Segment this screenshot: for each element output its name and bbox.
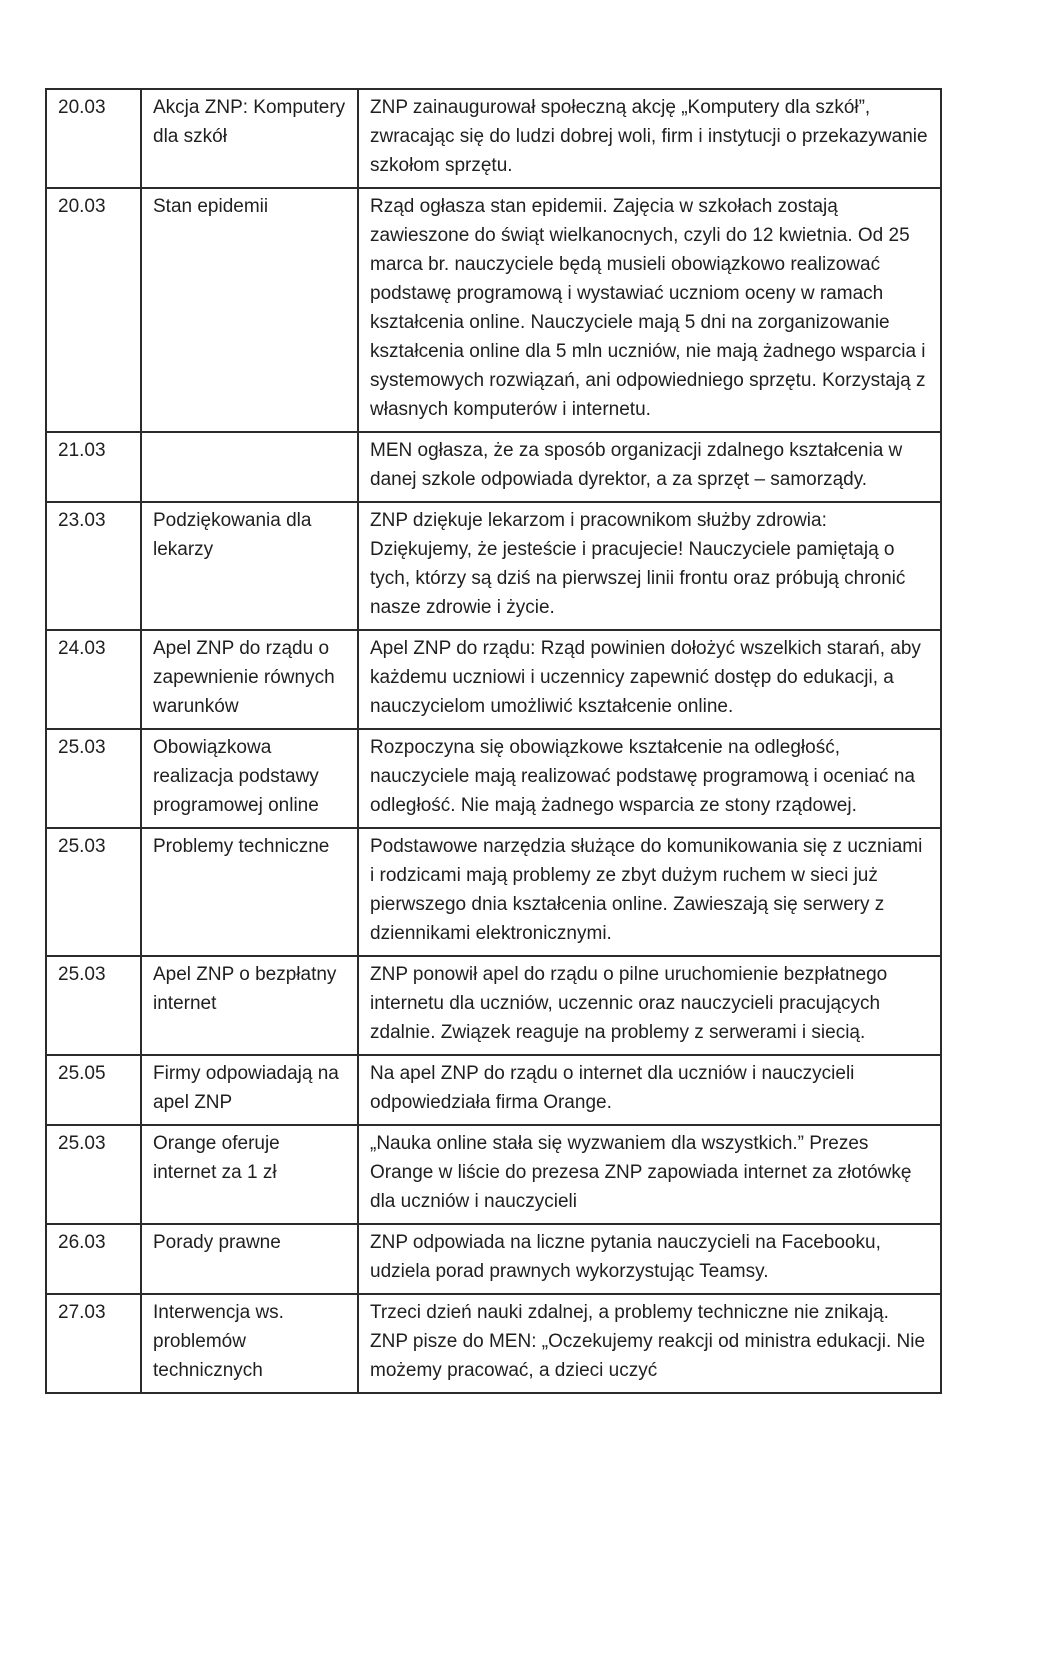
description-cell: Trzeci dzień nauki zdalnej, a problemy techniczne nie znikają. ZNP pisze do MEN: „Oczekujemy reakcji od ministra edukacji. Nie możemy pracować, a dzieci uczyć (358, 1294, 941, 1393)
table-row (46, 729, 941, 828)
description-cell: MEN ogłasza, że za sposób organizacji zdalnego kształcenia w danej szkole odpowiada dyrektor, a za sprzęt – samorządy. (358, 432, 941, 502)
table-row (46, 89, 941, 188)
date-cell: 20.03 (46, 89, 141, 188)
timeline-table (45, 88, 942, 1394)
title-cell (141, 432, 358, 502)
date-cell: 26.03 (46, 1224, 141, 1294)
description-cell: ZNP dziękuje lekarzom i pracownikom służby zdrowia: Dziękujemy, że jesteście i pracujecie! Nauczyciele pamiętają o tych, którzy są dziś na pierwszej linii frontu oraz próbują chronić nasze zdrowie i życie. (358, 502, 941, 630)
table-row (46, 956, 941, 1055)
date-cell: 25.03 (46, 1125, 141, 1224)
description-cell: „Nauka online stała się wyzwaniem dla wszystkich.” Prezes Orange w liście do prezesa ZNP zapowiada internet za złotówkę dla uczniów i nauczycieli (358, 1125, 941, 1224)
table-row (46, 188, 941, 432)
title-cell: Stan epidemii (141, 188, 358, 432)
table-row (46, 828, 941, 956)
title-cell: Apel ZNP o bezpłatny internet (141, 956, 358, 1055)
title-cell: Problemy techniczne (141, 828, 358, 956)
date-cell: 21.03 (46, 432, 141, 502)
table-row (46, 1294, 941, 1393)
title-cell: Interwencja ws. problemów technicznych (141, 1294, 358, 1393)
description-cell: Rząd ogłasza stan epidemii. Zajęcia w szkołach zostają zawieszone do świąt wielkanocnych, czyli do 12 kwietnia. Od 25 marca br. nauczyciele będą musieli obowiązkowo realizować podstawę programową i wystawiać uczniom oceny w ramach kształcenia online. Nauczyciele mają 5 dni na zorganizowanie kształcenia online dla 5 mln uczniów, nie mają żadnego wsparcia i systemowych rozwiązań, ani odpowiedniego sprzętu. Korzystają z własnych komputerów i internetu. (358, 188, 941, 432)
description-cell: Rozpoczyna się obowiązkowe kształcenie na odległość, nauczyciele mają realizować podstawę programową i oceniać na odległość. Nie mają żadnego wsparcia ze stony rządowej. (358, 729, 941, 828)
title-cell: Orange oferuje internet za 1 zł (141, 1125, 358, 1224)
date-cell: 25.03 (46, 729, 141, 828)
table-row (46, 630, 941, 729)
title-cell: Porady prawne (141, 1224, 358, 1294)
date-cell: 23.03 (46, 502, 141, 630)
date-cell: 25.03 (46, 956, 141, 1055)
description-cell: ZNP odpowiada na liczne pytania nauczycieli na Facebooku, udziela porad prawnych wykorzystując Teamsy. (358, 1224, 941, 1294)
timeline-table-body (46, 89, 941, 1393)
date-cell: 20.03 (46, 188, 141, 432)
title-cell: Apel ZNP do rządu o zapewnienie równych warunków (141, 630, 358, 729)
table-row (46, 1224, 941, 1294)
title-cell: Akcja ZNP: Komputery dla szkół (141, 89, 358, 188)
table-row (46, 1125, 941, 1224)
description-cell: ZNP zainaugurował społeczną akcję „Komputery dla szkół”, zwracając się do ludzi dobrej woli, firm i instytucji o przekazywanie szkołom sprzętu. (358, 89, 941, 188)
date-cell: 24.03 (46, 630, 141, 729)
date-cell: 25.03 (46, 828, 141, 956)
date-cell: 25.05 (46, 1055, 141, 1125)
description-cell: ZNP ponowił apel do rządu o pilne uruchomienie bezpłatnego internetu dla uczniów, uczennic oraz nauczycieli pracujących zdalnie. Związek reaguje na problemy z serwerami i siecią. (358, 956, 941, 1055)
table-row (46, 502, 941, 630)
table-row (46, 432, 941, 502)
description-cell: Podstawowe narzędzia służące do komunikowania się z uczniami i rodzicami mają problemy ze zbyt dużym ruchem w sieci już pierwszego dnia kształcenia online. Zawieszają się serwery z dziennikami elektronicznymi. (358, 828, 941, 956)
title-cell: Firmy odpowiadają na apel ZNP (141, 1055, 358, 1125)
table-row (46, 1055, 941, 1125)
title-cell: Obowiązkowa realizacja podstawy programowej online (141, 729, 358, 828)
description-cell: Apel ZNP do rządu: Rząd powinien dołożyć wszelkich starań, aby każdemu uczniowi i uczennicy zapewnić dostęp do edukacji, a nauczycielom umożliwić kształcenie online. (358, 630, 941, 729)
description-cell: Na apel ZNP do rządu o internet dla uczniów i nauczycieli odpowiedziała firma Orange. (358, 1055, 941, 1125)
date-cell: 27.03 (46, 1294, 141, 1393)
title-cell: Podziękowania dla lekarzy (141, 502, 358, 630)
